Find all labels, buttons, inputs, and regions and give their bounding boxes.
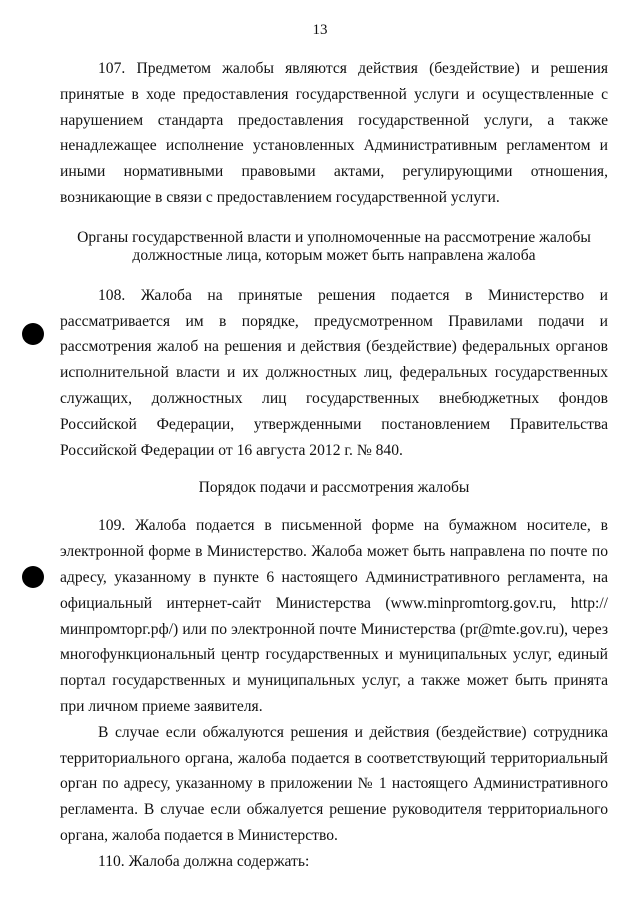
spacer [60,463,608,479]
paragraph-107: 107. Предметом жалобы являются действия (бездействие) и решения принятые в ходе предоставления государственной услуги и осуществленные с нарушением стандарта предоставления государственной услуги, а также ненадлежащее исполнение установленных Административным регламентом и иными нормативными правовыми актами, регулирующими отношения, возникающие в связи с предоставлением государственной услуги. [60,60,608,206]
spacer [60,265,608,283]
section-heading-authorities: Органы государственной власти и уполномоченные на рассмотрение жалобы должностные лица, которым может быть направлена жалоба [77,228,591,264]
section-heading-procedure: Порядок подачи и рассмотрения жалобы [198,479,470,497]
spacer [60,211,608,229]
punch-hole-mark [22,323,44,345]
punch-hole-mark [22,566,44,588]
page-number: 13 [312,22,328,38]
paragraph-109-continued: В случае если обжалуются решения и действия (бездействие) сотрудника территориального органа, жалоба подается в соответствующий территориальный орган по адресу, указанному в приложении № 1 настоящего Административного регламента. В случае если обжалуется решение руководителя территориального органа, жалоба подается в Министерство. [60,723,608,844]
paragraph-110: 110. Жалоба должна содержать: [98,852,310,870]
spacer [60,497,608,513]
paragraph-109: 109. Жалоба подается в письменной форме на бумажном носителе, в электронной форме в Министерство. Жалоба может быть направлена по почте по адресу, указанному в пункте 6 настоящего Административного регламента, на официальный интернет-сайт Министерства (www.minpromtorg.gov.ru, http://минпромторг.рф/) или по электронной почте Министерства (pr@mte.gov.ru), через многофункциональный центр государственных и муниципальных услуг, единый портал государственных и муниципальных услуг, а также может быть принята при личном приеме заявителя. [60,517,608,715]
document-body [60,56,608,875]
paragraph-108: 108. Жалоба на принятые решения подается в Министерство и рассматривается им в порядке, предусмотренном Правилами подачи и рассмотрения жалоб на решения и действия (бездействие) федеральных органов исполнительной власти и их должностных лиц, федеральных государственных служащих, должностных лиц государственных внебюджетных фондов Российской Федерации, утвержденными постановлением Правительства Российской Федерации от 16 августа 2012 г. № 840. [60,286,608,459]
